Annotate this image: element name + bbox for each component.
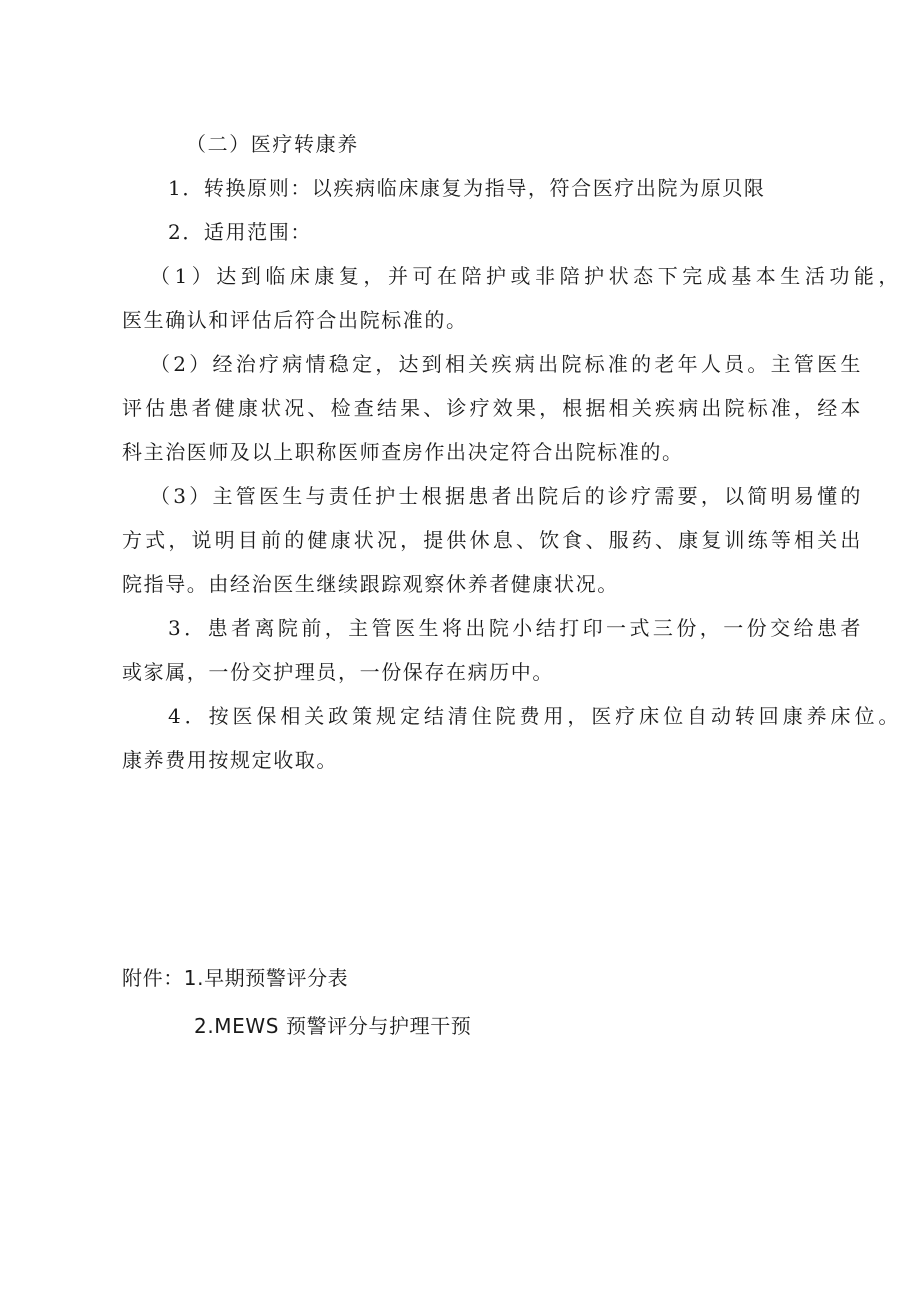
item-4-line-2: 康养费用按规定收取。 — [122, 748, 338, 772]
scope-2-line-1: （2）经治疗病情稳定，达到相关疾病出院标准的老年人员。主管医生 — [150, 352, 862, 376]
scope-2-line-2: 评估患者健康状况、检查结果、诊疗效果，根据相关疾病出院标准，经本 — [122, 396, 862, 420]
attachments-second: 2.MEWS 预警评分与护理干预 — [194, 1014, 472, 1038]
scope-3-line-1: （3）主管医生与责任护士根据患者出院后的诊疗需要，以简明易懂的 — [150, 484, 862, 508]
principle-paragraph: 1．转换原则：以疾病临床康复为指导，符合医疗出院为原贝限 — [168, 176, 766, 200]
item-3-line-1: 3．患者离院前，主管医生将出院小结打印一式三份，一份交给患者 — [168, 616, 862, 640]
attachments-label: 附件：1.早期预警评分表 — [122, 966, 349, 990]
scope-1-line-1: （1）达到临床康复，并可在陪护或非陪护状态下完成基本生活功能， — [150, 264, 900, 288]
scope-heading: 2．适用范围： — [168, 220, 312, 244]
scope-2-line-3: 科主治医师及以上职称医师查房作出决定符合出院标准的。 — [122, 440, 684, 464]
item-4-line-1: 4．按医保相关政策规定结清住院费用，医疗床位自动转回康养床位。 — [168, 704, 900, 728]
scope-3-line-2: 方式，说明目前的健康状况，提供休息、饮食、服药、康复训练等相关出 — [122, 528, 862, 552]
item-3-line-2: 或家属，一份交护理员，一份保存在病历中。 — [122, 660, 554, 684]
section-heading: （二）医疗转康养 — [186, 132, 359, 156]
scope-1-line-2: 医生确认和评估后符合出院标准的。 — [122, 308, 468, 332]
scope-3-line-3: 院指导。由经治医生继续跟踪观察休养者健康状况。 — [122, 572, 619, 596]
